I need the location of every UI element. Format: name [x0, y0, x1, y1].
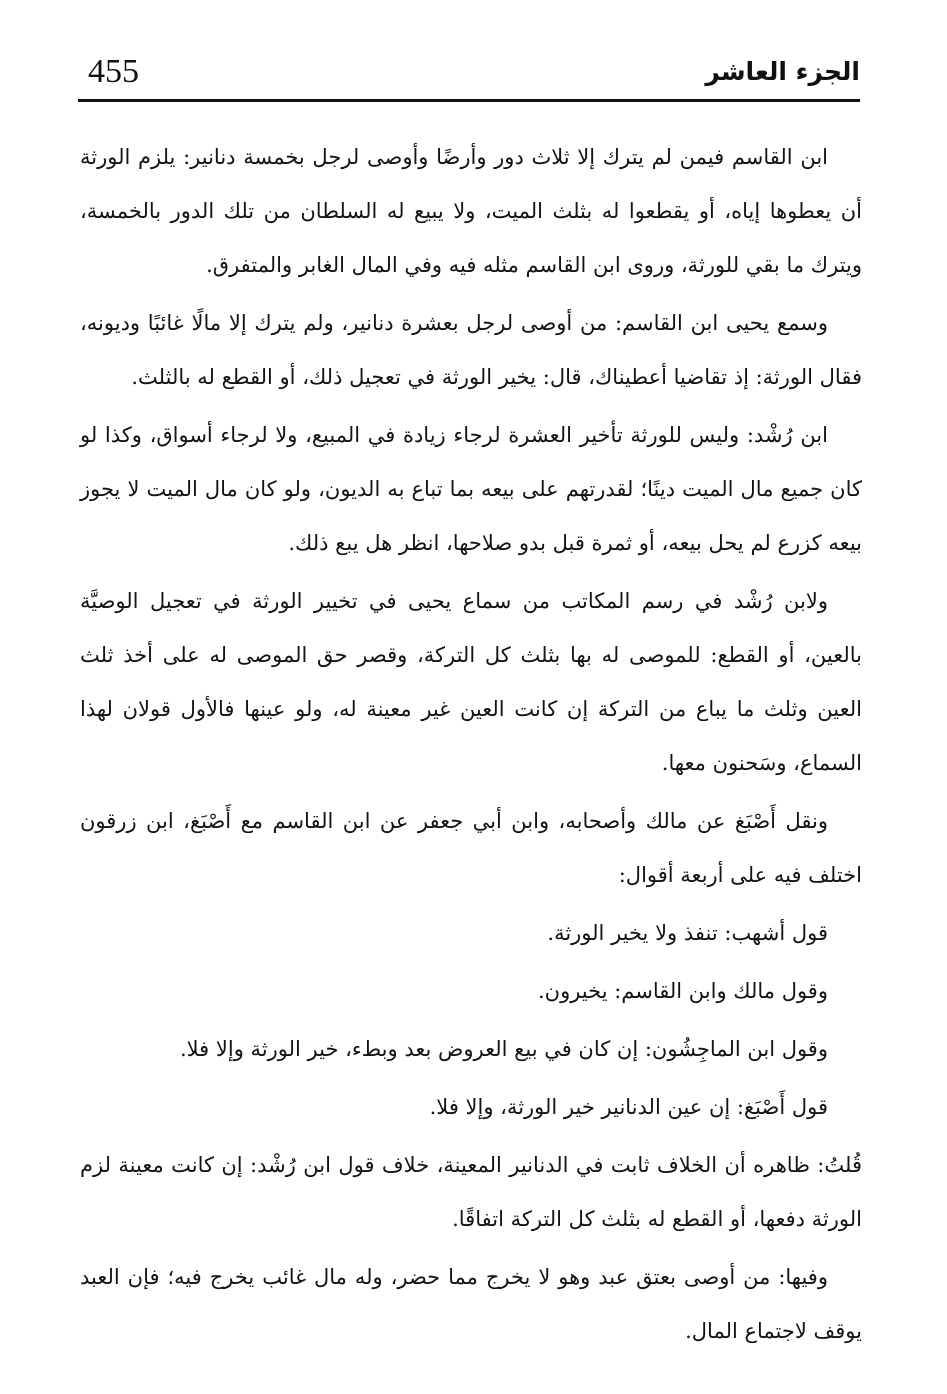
paragraph-2: وسمع يحيى ابن القاسم: من أوصى لرجل بعشرة دنانير، ولم يترك إلا مالًا غائبًا وديونه، فقال الورثة: إذ تقاضيا أعطيناك، قال: يخير الورثة في تعجيل ذلك، أو القطع له بالثلث.	[80, 311, 862, 389]
paragraph-3: ابن رُشْد: وليس للورثة تأخير العشرة لرجاء زيادة في المبيع، ولا لرجاء أسواق، وكذا لو كان جميع مال الميت دينًا؛ لقدرتهم على بيعه بما تباع به الديون، ولو كان مال الميت لا يجوز بيعه كزرع لم يحل بيعه، أو ثمرة قبل بدو صلاحها، انظر هل يبع ذلك.	[80, 423, 862, 555]
paragraph-11: وفيها: من أوصى بعتق عبد وهو لا يخرج مما حضر، وله مال غائب يخرج فيه؛ فإن العبد يوقف لاجتماع المال.	[80, 1265, 862, 1343]
paragraph-8: وقول ابن الماجِشُون: إن كان في بيع العروض بعد وبطء، خير الورثة وإلا فلا.	[179, 1037, 828, 1061]
paragraph-10: قُلتُ: ظاهره أن الخلاف ثابت في الدنانير المعينة، خلاف قول ابن رُشْد: إن كانت معينة لزم الورثة دفعها، أو القطع له بثلث كل التركة اتفاقًا.	[80, 1153, 862, 1231]
page-body	[80, 130, 862, 1362]
paragraph-1: ابن القاسم فيمن لم يترك إلا ثلاث دور وأرضًا وأوصى لرجل بخمسة دنانير: يلزم الورثة أن يعطوها إياه، أو يقطعوا له بثلث الميت، ولا يبيع له السلطان من تلك الدور بالخمسة، ويترك ما بقي للورثة، وروى ابن القاسم مثله فيه وفي المال الغابر والمتفرق.	[80, 145, 862, 277]
paragraph-4: ولابن رُشْد في رسم المكاتب من سماع يحيى في تخيير الورثة في تعجيل الوصيَّة بالعين، أو القطع: للموصى له بها بثلث كل التركة، وقصر حق الموصى له على أخذ ثلث العين وثلث ما يباع من التركة إن كانت العين غير معينة له، ولو عينها فالأول قولان لهذا السماع، وسَحنون معها.	[80, 589, 862, 775]
paragraph-6: قول أشهب: تنفذ ولا يخير الورثة.	[547, 921, 828, 945]
paragraph-5: ونقل أَصْبَغ عن مالك وأصحابه، وابن أبي جعفر عن ابن القاسم مع أَصْبَغ، ابن زرقون اختلف فيه على أربعة أقوال:	[80, 809, 862, 887]
running-title: الجزء العاشر	[705, 57, 860, 86]
paragraph-9: قول أَصْبَغ: إن عين الدنانير خير الورثة، وإلا فلا.	[429, 1095, 828, 1119]
page-header	[78, 52, 860, 102]
header-rule	[78, 99, 860, 102]
paragraph-7: وقول مالك وابن القاسم: يخيرون.	[537, 979, 828, 1003]
page-number: 455	[88, 53, 139, 90]
